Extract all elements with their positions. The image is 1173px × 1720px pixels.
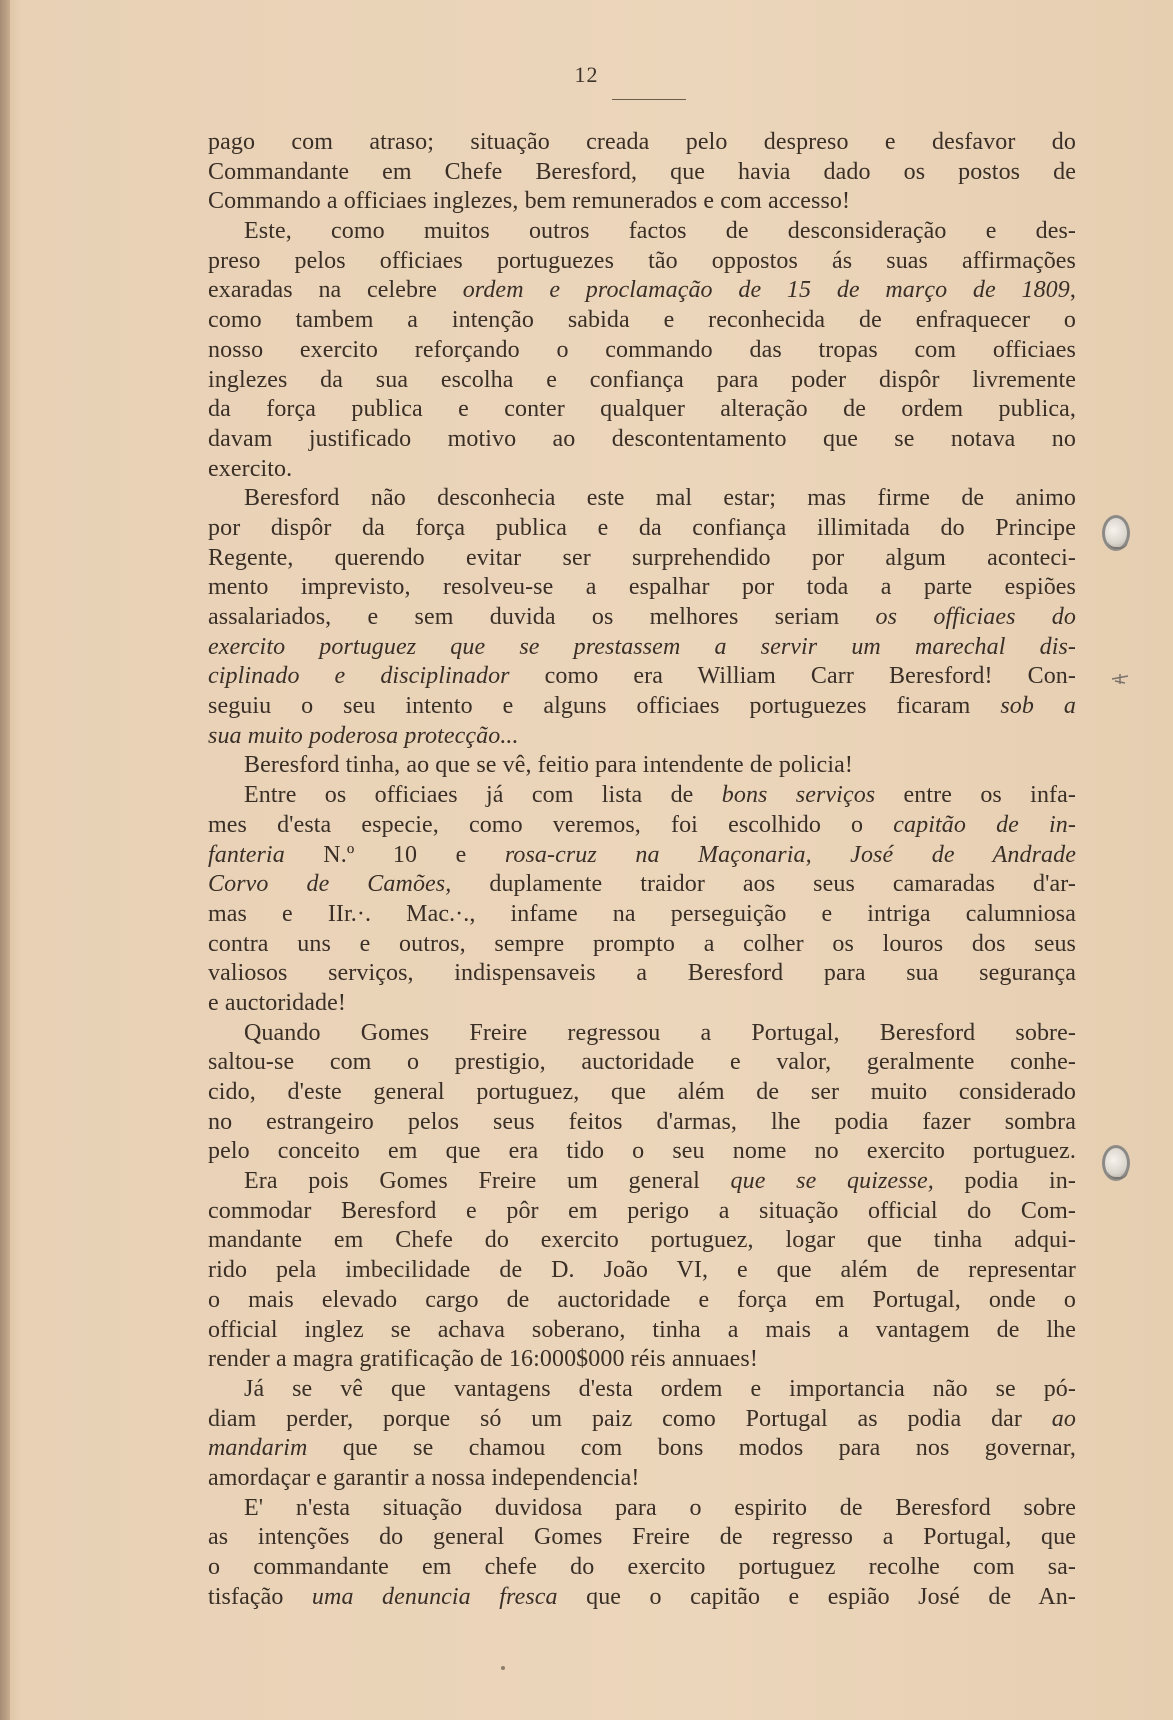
- text-segment: cido, d'este general portuguez, que além de ser muito considerado: [208, 1079, 1076, 1105]
- text-segment: tisfação: [208, 1583, 312, 1610]
- text-segment: preso pelos officiaes portuguezes tão oppostos ás suas affirmações: [208, 247, 1076, 274]
- binder-clip-icon: [1098, 1143, 1128, 1181]
- text-segment: podia in-: [933, 1168, 1076, 1195]
- text-segment: Este, como muitos outros factos de desconsideração e des-: [244, 218, 1076, 245]
- text-line: [208, 573, 1076, 603]
- body-text: [208, 128, 1076, 1612]
- text-line: [208, 751, 1076, 781]
- text-line: [208, 544, 1076, 574]
- text-segment: o mais elevado cargo de auctoridade e força em Portugal, onde o: [208, 1286, 1076, 1313]
- text-line: [208, 900, 1076, 930]
- italic-text-segment: capitão de in-: [893, 811, 1077, 838]
- italic-text-segment: exercito portuguez que se prestassem a servir um marechal dis-: [208, 633, 1076, 660]
- text-line: [208, 1048, 1076, 1078]
- text-segment: contra uns e outros, sempre prompto a colher os louros dos seus: [208, 930, 1076, 957]
- text-segment: duplamente traidor aos seus camaradas d'ar-: [451, 871, 1076, 898]
- text-segment: exercito.: [208, 455, 293, 482]
- text-line: [208, 722, 1076, 752]
- binder-clip-icon: [1098, 513, 1128, 551]
- text-line: [208, 187, 1076, 217]
- text-segment: Regente, querendo evitar ser surprehendido por algum aconteci-: [208, 544, 1076, 571]
- text-segment: pago com atraso; situação creada pelo despreso e desfavor do: [208, 129, 1076, 155]
- text-segment: Beresford não desconhecia este mal estar; mas firme de animo: [244, 485, 1076, 512]
- text-segment: como tambem a intenção sabida e reconhecida de enfraquecer o: [208, 307, 1076, 334]
- text-line: [208, 128, 1076, 158]
- text-line: [208, 841, 1076, 871]
- text-segment: Entre os officiaes já com lista de: [244, 782, 722, 809]
- text-segment: assalariados, e sem duvida os melhores seriam: [208, 604, 876, 630]
- text-segment: render a magra gratificação de 16:000$000 réis annuaes!: [208, 1346, 758, 1373]
- text-segment: da força publica e conter qualquer alteração de ordem publica,: [208, 396, 1076, 423]
- text-segment: entre os infa-: [875, 782, 1076, 809]
- text-line: [208, 306, 1076, 336]
- text-segment: por dispôr da força publica e da confiança illimitada do Principe: [208, 514, 1076, 541]
- italic-text-segment: fanteria: [208, 841, 285, 868]
- text-segment: saltou-se com o prestigio, auctoridade e valor, geralmente conhe-: [208, 1049, 1076, 1076]
- text-line: [208, 1434, 1076, 1464]
- italic-text-segment: ao: [1051, 1405, 1076, 1432]
- italic-text-segment: uma denuncia fresca: [311, 1583, 558, 1610]
- text-segment: ,: [1069, 277, 1076, 304]
- text-line: [208, 1167, 1076, 1197]
- text-segment: official inglez se achava soberano, tinha a mais a vantagem de lhe: [208, 1316, 1076, 1343]
- italic-text-segment: rosa-cruz na Maçonaria, José de Andrade: [504, 841, 1076, 868]
- text-segment: Beresford tinha, ao que se vê, feitio para intendente de policia!: [244, 752, 853, 779]
- text-line: [208, 1375, 1076, 1405]
- text-line: [208, 1345, 1076, 1375]
- text-segment: seguiu o seu intento e alguns officiaes portuguezes ficaram: [208, 693, 1001, 720]
- text-segment: nosso exercito reforçando o commando das tropas com officiaes: [208, 336, 1076, 363]
- page-number-rule: [612, 99, 686, 100]
- text-segment: Quando Gomes Freire regressou a Portugal, Beresford sobre-: [244, 1019, 1076, 1046]
- text-line: [208, 1523, 1076, 1553]
- text-line: [208, 811, 1076, 841]
- text-line: [208, 366, 1076, 396]
- italic-text-segment: que se quizesse,: [730, 1168, 934, 1195]
- italic-text-segment: os officiaes do: [875, 604, 1077, 630]
- text-segment: que o capitão e espião José de An-: [557, 1583, 1076, 1610]
- text-line: [208, 514, 1076, 544]
- text-line: [208, 930, 1076, 960]
- page-number: 12: [574, 62, 599, 87]
- text-line: [208, 276, 1076, 306]
- text-line: [208, 1226, 1076, 1256]
- italic-text-segment: ordem e proclamação de 15 de março de 1809: [462, 277, 1070, 304]
- text-line: [208, 989, 1076, 1019]
- text-line: [208, 1108, 1076, 1138]
- text-line: [208, 217, 1076, 247]
- text-line: [208, 484, 1076, 514]
- text-segment: amordaçar e garantir a nossa independencia!: [208, 1464, 640, 1491]
- text-line: [208, 1316, 1076, 1346]
- text-segment: davam justificado motivo ao descontentamento que se notava no: [208, 425, 1076, 452]
- italic-text-segment: ciplinado e disciplinador: [208, 663, 510, 690]
- text-segment: N.º 10 e: [284, 841, 505, 868]
- text-line: [208, 1137, 1076, 1167]
- text-line: [208, 1583, 1076, 1613]
- text-segment: Commando a officiaes inglezes, bem remunerados e com accesso!: [208, 188, 851, 215]
- text-segment: diam perder, porque só um paiz como Portugal as podia dar: [208, 1405, 1052, 1432]
- text-segment: e auctoridade!: [208, 989, 346, 1016]
- text-line: [208, 1405, 1076, 1435]
- text-segment: Já se vê que vantagens d'esta ordem e importancia não se pó-: [244, 1375, 1076, 1402]
- text-line: [208, 247, 1076, 277]
- text-segment: mas e IIr.·. Mac.·., infame na perseguição e intriga calumniosa: [208, 900, 1076, 927]
- text-line: [208, 662, 1076, 692]
- binder-mark-icon: [1110, 672, 1130, 686]
- text-segment: mandante em Chefe do exercito portuguez, logar que tinha adqui-: [208, 1227, 1076, 1254]
- text-line: [208, 633, 1076, 663]
- text-segment: valiosos serviços, indispensaveis a Beresford para sua segurança: [208, 960, 1076, 987]
- text-line: [208, 1078, 1076, 1108]
- italic-text-segment: sua muito poderosa protecção...: [208, 722, 519, 749]
- text-segment: no estrangeiro pelos seus feitos d'armas, lhe podia fazer sombra: [208, 1108, 1076, 1135]
- italic-text-segment: bons serviços: [721, 782, 876, 809]
- text-segment: exaradas na celebre: [208, 277, 463, 304]
- text-segment: como era William Carr Beresford! Con-: [509, 663, 1076, 690]
- text-line: [208, 781, 1076, 811]
- text-segment: mes d'esta especie, como veremos, foi escolhido o: [208, 811, 894, 838]
- text-line: [208, 1019, 1076, 1049]
- text-line: [208, 870, 1076, 900]
- text-line: [208, 336, 1076, 366]
- text-segment: rido pela imbecilidade de D. João VI, e que além de representar: [208, 1257, 1076, 1284]
- text-line: [208, 1256, 1076, 1286]
- text-line: [208, 158, 1076, 188]
- text-segment: as intenções do general Gomes Freire de regresso a Portugal, que: [208, 1524, 1076, 1551]
- text-segment: o commandante em chefe do exercito portuguez recolhe com sa-: [208, 1554, 1076, 1580]
- italic-text-segment: sob a: [1000, 693, 1076, 720]
- text-line: [208, 395, 1076, 425]
- text-line: [208, 1464, 1076, 1494]
- text-line: [208, 1197, 1076, 1227]
- text-segment: E' n'esta situação duvidosa para o espirito de Beresford sobre: [244, 1494, 1076, 1521]
- text-line: [208, 692, 1076, 722]
- text-line: [208, 1494, 1076, 1524]
- text-line: [208, 1553, 1076, 1583]
- text-segment: que se chamou com bons modos para nos governar,: [307, 1435, 1076, 1462]
- page-binding-edge: [0, 0, 10, 1720]
- text-line: [208, 1286, 1076, 1316]
- italic-text-segment: Corvo de Camões,: [208, 871, 452, 898]
- text-line: [208, 455, 1076, 485]
- text-segment: inglezes da sua escolha e confiança para poder dispôr livremente: [208, 366, 1076, 393]
- text-segment: pelo conceito em que era tido o seu nome no exercito portuguez.: [208, 1138, 1076, 1165]
- text-line: [208, 425, 1076, 455]
- text-segment: mento imprevisto, resolveu-se a espalhar por toda a parte espiões: [208, 574, 1076, 601]
- text-line: [208, 959, 1076, 989]
- paper-speck: [501, 1666, 505, 1670]
- italic-text-segment: mandarim: [208, 1435, 308, 1462]
- text-segment: Commandante em Chefe Beresford, que havia dado os postos de: [208, 158, 1076, 185]
- text-segment: commodar Beresford e pôr em perigo a situação official do Com-: [208, 1197, 1076, 1224]
- text-segment: Era pois Gomes Freire um general: [244, 1168, 731, 1195]
- text-line: [208, 603, 1076, 633]
